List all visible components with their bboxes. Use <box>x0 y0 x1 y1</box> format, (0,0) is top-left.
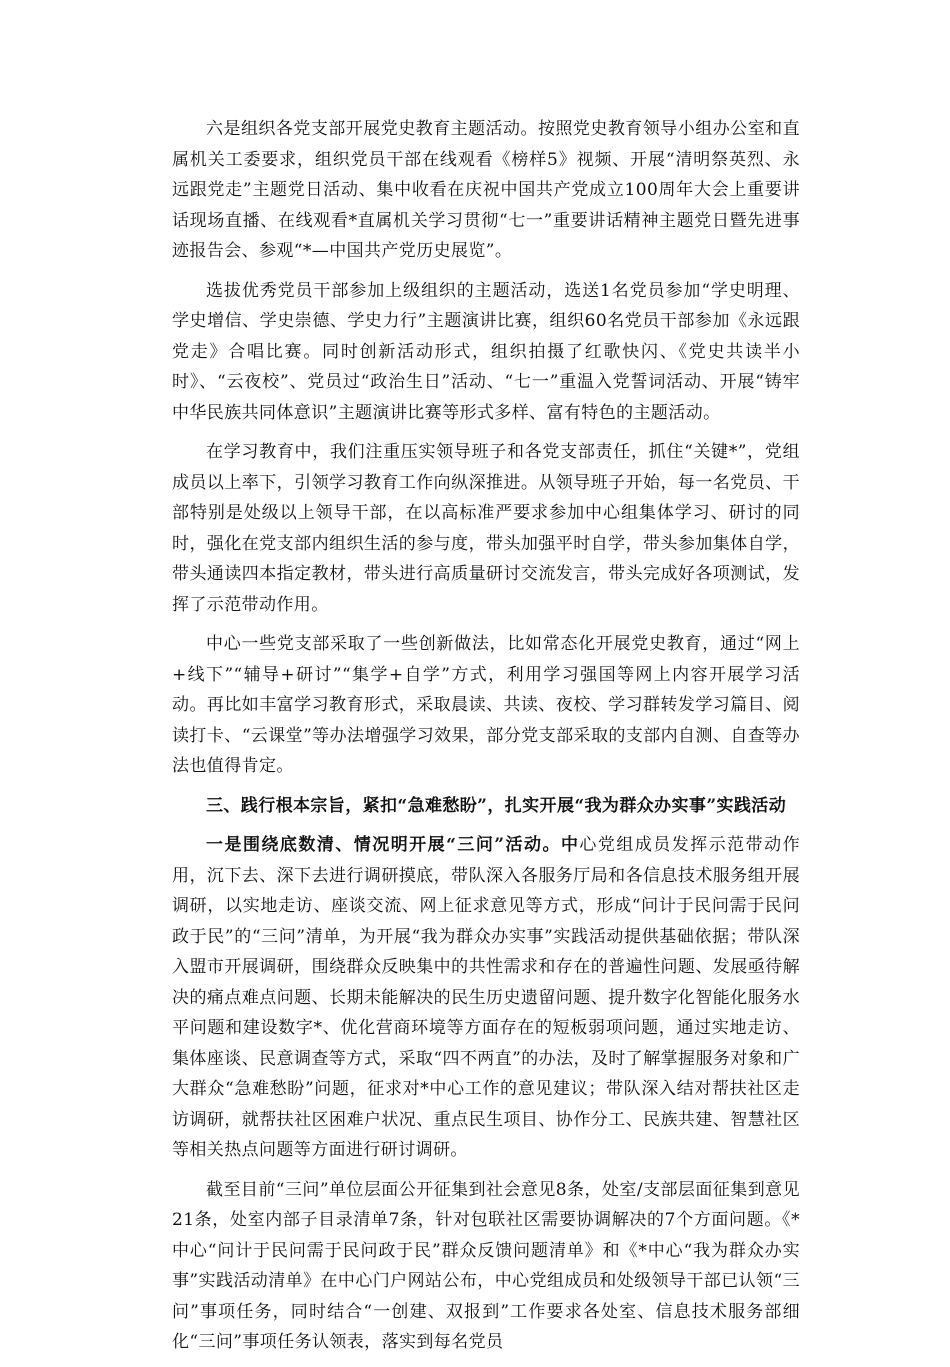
paragraph-body: 心党组成员发挥示范带动作用，沉下去、深下去进行调研摸底，带队深入各服务厅局和各信息技术服务组开展调研，以实地走访、座谈交流、网上征求意见等方式，形成“问计于民问需于民问政于民”的“三问”清单，为开展“我为群众办实事”实践活动提供基础依据；带队深入盟市开展调研，围绕群众反映集中的共性需求和存在的普遍性问题、发展亟待解决的痛点难点问题、长期未能解决的民生历史遗留问题、提升数字化智能化服务水平问题和建设数字*、优化营商环境等方面存在的短板弱项问题，通过实地走访、集体座谈、民意调查等方式，采取“四不两直”的办法，及时了解掌握服务对象和广大群众“急难愁盼”问题，征求对*中心工作的意见建议；带队深入结对帮扶社区走访调研，就帮扶社区困难户状况、重点民生项目、协作分工、民族共建、智慧社区等相关热点问题等方面进行研讨调研。 <box>172 835 800 1160</box>
paragraph-three-questions <box>172 830 800 1166</box>
paragraph-innovative-practices: 中心一些党支部采取了一些创新做法，比如常态化开展党史教育，通过“网上+线下”“辅导+研讨”“集学+自学”方式，利用学习强国等网上内容开展学习活动。再比如丰富学习教育形式，采取晨读、共读、夜校、学习群转发学习篇目、阅读打卡、“云课堂”等办法增强学习效果，部分党支部采取的支部内自测、自查等办法也值得肯定。 <box>172 634 800 776</box>
paragraph-selected-members: 选拔优秀党员干部参加上级组织的主题活动，选送1名党员参加“学史明理、学史增信、学史崇德、学史力行”主题演讲比赛，组织60名党员干部参加《永远跟党走》合唱比赛。同时创新活动形式，组织拍摄了红歌快闪、《党史共读半小时》、“云夜校”、党员过“政治生日”活动、“七一”重温入党誓词活动、开展“铸牢中华民族共同体意识”主题演讲比赛等形式多样、富有特色的主题活动。 <box>172 280 800 423</box>
section-heading-three: 三、践行根本宗旨，紧扣“急难愁盼”，扎实开展“我为群众办实事”实践活动 <box>206 795 787 816</box>
paragraph-lead-bold: 一是围绕底数清、情况明开展“三问”活动。中 <box>206 835 580 855</box>
paragraph-party-history-activities: 六是组织各党支部开展党史教育主题活动。按照党史教育领导小组办公室和直属机关工委要求，组织党员干部在线观看《榜样5》视频、开展“清明祭英烈、永远跟党走”主题党日活动、集中收看在庆祝中国共产党成立100周年大会上重要讲话现场直播、在线观看*直属机关学习贯彻“七一”重要讲话精神主题党日暨先进事迹报告会、参观“*—中国共产党历史展览”。 <box>172 119 800 261</box>
paragraph-current-progress: 截至目前“三问”单位层面公开征集到社会意见8条，处室/支部层面征集到意见21条，处室内部子目录清单7条，针对包联社区需要协调解决的7个方面问题。《*中心“问计于民问需于民问政于民”群众反馈问题清单》和《*中心“我为群众办实事”实践活动清单》在中心门户网站公布，中心党组成员和处级领导干部已认领“三问”事项任务，同时结合“一创建、双报到”工作要求各处室、信息技术服务部细化“三问”事项任务认领表，落实到每名党员 <box>172 1179 800 1352</box>
paragraph-leadership-responsibility: 在学习教育中，我们注重压实领导班子和各党支部责任，抓住“关键*”，党组成员以上率下，引领学习教育工作向纵深推进。从领导班子开始，每一名党员、干部特别是处级以上领导干部，在以高标准严要求参加中心组集体学习、研讨的同时，强化在党支部内组织生活的参与度，带头加强平时自学，带头参加集体自学，带头通读四本指定教材，带头进行高质量研讨交流发言，带头完成好各项测试，发挥了示范带动作用。 <box>172 442 800 615</box>
document-page <box>172 114 800 1367</box>
